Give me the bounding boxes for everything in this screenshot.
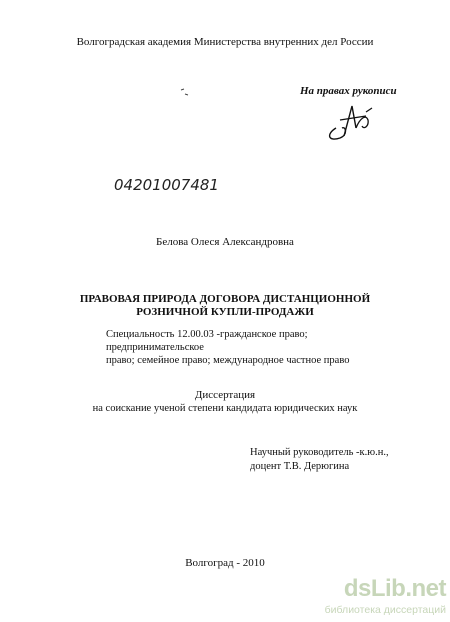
svg-text:04201007481: 04201007481 [114, 176, 219, 194]
thesis-title-line-2: РОЗНИЧНОЙ КУПЛИ-ПРОДАЖИ [136, 306, 314, 318]
author-name: Белова Олеся Александровна [156, 236, 294, 248]
institution-name: Волгоградская академия Министерства внутренних дел России [76, 36, 374, 48]
scientific-supervisor [250, 446, 389, 474]
specialty-line-2: право; семейное право; международное частное право [106, 355, 350, 366]
supervisor-line-2: доцент Т.В. Дерюгина [250, 461, 350, 472]
manuscript-rights-note: На правах рукописи [300, 85, 397, 97]
specialty [106, 328, 406, 367]
thesis-title-line-1: ПРАВОВАЯ ПРИРОДА ДОГОВОРА ДИСТАНЦИОННОЙ [79, 293, 371, 305]
thesis-title [60, 293, 390, 319]
supervisor-line-1: Научный руководитель -к.ю.н., [250, 447, 389, 458]
city-year: Волгоград - 2010 [185, 557, 265, 569]
handwritten-signature-icon [322, 98, 382, 144]
watermark-logo: dsLib.net [343, 575, 446, 602]
dslib-watermark [320, 575, 446, 621]
stray-mark-icon [180, 88, 190, 96]
degree-statement: на соискание ученой степени кандидата юридических наук [92, 403, 358, 414]
document-type: Диссертация [194, 389, 256, 401]
watermark-subtitle: библиотека диссертаций [324, 604, 446, 616]
archive-number-handwritten [114, 172, 219, 194]
specialty-line-1: Специальность 12.00.03 -гражданское право; предпринимательское [106, 329, 308, 353]
